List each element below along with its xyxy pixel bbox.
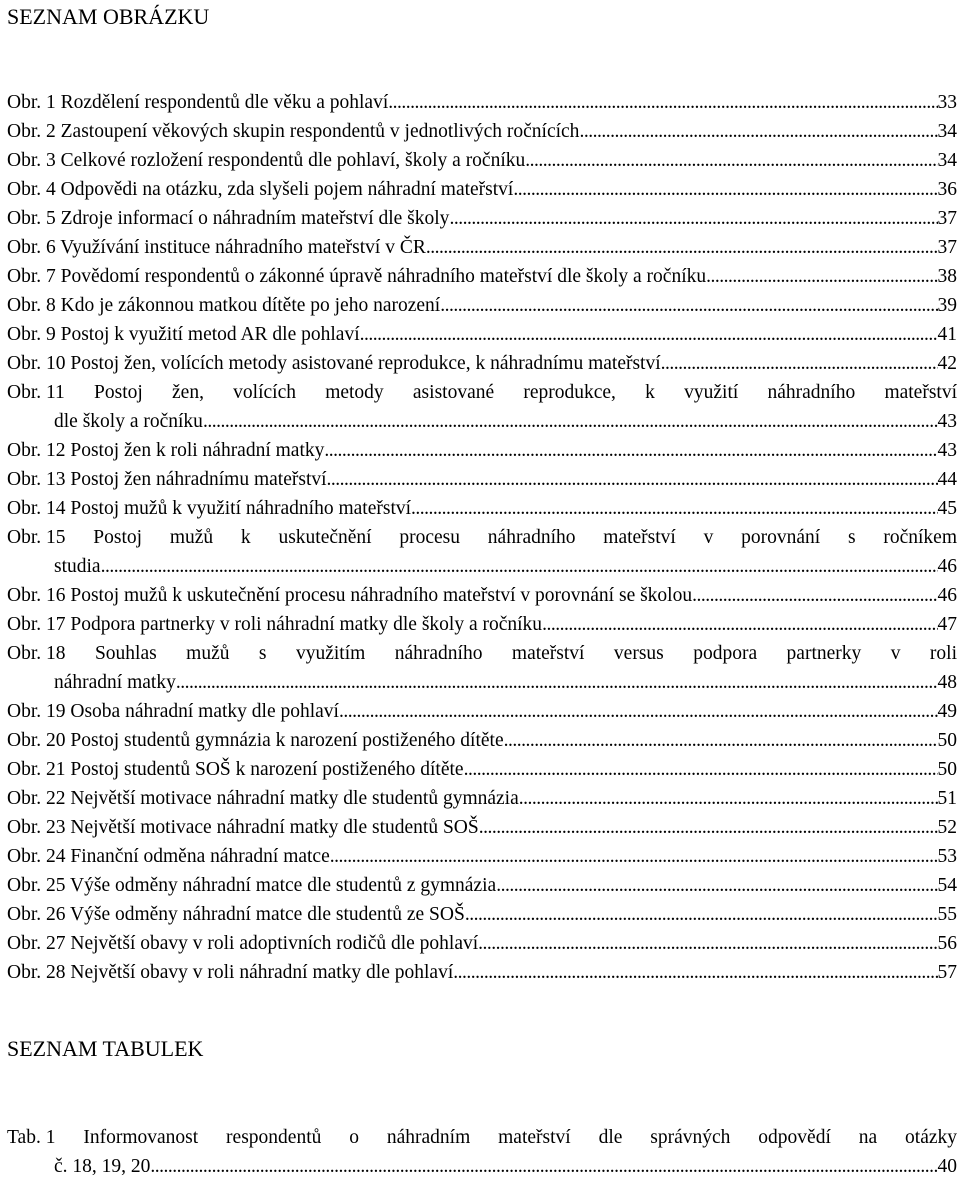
page-number: 50 xyxy=(937,730,957,751)
dot-leader xyxy=(504,726,938,755)
dot-leader xyxy=(479,813,938,842)
figures-list-heading: SEZNAM OBRÁZKU xyxy=(7,4,210,29)
figure-title xyxy=(7,755,464,784)
dot-leader xyxy=(411,494,937,523)
figure-entry-line xyxy=(7,610,957,639)
figure-entry[interactable] xyxy=(7,175,957,204)
figure-label: Obr. 16 xyxy=(7,585,66,606)
figure-label: Obr. 1 xyxy=(7,92,56,113)
figure-entry-line xyxy=(7,117,957,146)
figure-title-text: Postoj mužů k využití náhradního mateřství xyxy=(70,498,412,519)
figure-entry-line xyxy=(7,813,957,842)
page-number: 37 xyxy=(937,208,957,229)
figure-label: Obr. 27 xyxy=(7,933,66,954)
figure-entry-line xyxy=(7,233,957,262)
figure-title xyxy=(7,958,453,987)
page-number: 49 xyxy=(937,701,957,722)
figure-label: Obr. 26 xyxy=(7,904,66,925)
figure-title-text: Postoj žen k roli náhradní matky xyxy=(70,440,325,461)
figure-entry[interactable] xyxy=(7,871,957,900)
figure-title-text: Povědomí respondentů o zákonné úpravě náhradního mateřství dle školy a ročníku xyxy=(60,266,707,287)
figure-label: Obr. 25 xyxy=(7,875,66,896)
figure-title-text: Největší obavy v roli náhradní matky dle pohlaví xyxy=(70,962,454,983)
figure-entry[interactable] xyxy=(7,523,957,581)
figure-entry[interactable] xyxy=(7,900,957,929)
page-number: 43 xyxy=(937,440,957,461)
dot-leader xyxy=(464,755,938,784)
figure-entry-line xyxy=(7,349,957,378)
figure-entry-line xyxy=(7,494,957,523)
page-number: 44 xyxy=(937,469,957,490)
figure-entry[interactable] xyxy=(7,813,957,842)
figure-entry-line xyxy=(7,726,957,755)
figure-entry[interactable] xyxy=(7,88,957,117)
figure-entry[interactable] xyxy=(7,726,957,755)
figure-label: Obr. 28 xyxy=(7,962,66,983)
figure-title xyxy=(7,465,327,494)
dot-leader xyxy=(579,117,937,146)
figure-title xyxy=(7,175,513,204)
page-number: 33 xyxy=(937,92,957,113)
figure-title-text: Postoj studentů SOŠ k narození postiženého dítěte xyxy=(70,759,464,780)
figure-entry-line xyxy=(7,958,957,987)
figure-entry-last-line xyxy=(7,552,957,581)
figure-title-text: Největší motivace náhradní matky dle studentů SOŠ xyxy=(70,817,479,838)
page-number: 38 xyxy=(937,266,957,287)
figure-entry-line xyxy=(7,900,957,929)
figure-entry-first-line xyxy=(7,639,957,668)
figure-title-end: dle školy a ročníku xyxy=(54,411,203,432)
figure-label: Obr. 6 xyxy=(7,237,56,258)
dot-leader xyxy=(692,581,937,610)
figure-title-text: Zdroje informací o náhradním mateřství dle školy xyxy=(60,208,450,229)
figure-title xyxy=(7,494,411,523)
figure-title-text: Podpora partnerky v roli náhradní matky dle školy a ročníku xyxy=(70,614,543,635)
figure-title xyxy=(7,204,449,233)
figure-title xyxy=(7,291,440,320)
figure-title-text: Celkové rozložení respondentů dle pohlaví, školy a ročníku xyxy=(60,150,526,171)
figure-label: Obr. 17 xyxy=(7,614,66,635)
figure-label: Obr. 14 xyxy=(7,498,66,519)
figure-label: Obr. 13 xyxy=(7,469,66,490)
figure-entry[interactable] xyxy=(7,436,957,465)
dot-leader xyxy=(339,697,938,726)
figure-label: Obr. 22 xyxy=(7,788,66,809)
dot-leader xyxy=(542,610,937,639)
figure-title-end: studia xyxy=(54,556,101,577)
figure-entry[interactable] xyxy=(7,233,957,262)
figure-title-text: Odpovědi na otázku, zda slyšeli pojem náhradní mateřství xyxy=(60,179,514,200)
figure-title xyxy=(7,726,504,755)
page-number: 47 xyxy=(937,614,957,635)
figure-entry-line xyxy=(7,146,957,175)
page-number: 46 xyxy=(937,556,957,577)
figure-title-text: Postoj k využití metod AR dle pohlaví xyxy=(60,324,360,345)
page-number: 57 xyxy=(937,962,957,983)
dot-leader xyxy=(360,320,938,349)
figure-title xyxy=(7,929,478,958)
page-number: 46 xyxy=(937,585,957,606)
figure-label: Obr. 9 xyxy=(7,324,56,345)
figure-label: Obr. 8 xyxy=(7,295,56,316)
table-entry[interactable] xyxy=(7,1123,957,1181)
tables-list-heading: SEZNAM TABULEK xyxy=(7,1036,204,1061)
figure-entry[interactable] xyxy=(7,320,957,349)
dot-leader xyxy=(440,291,937,320)
figure-entry[interactable] xyxy=(7,639,957,697)
figure-title-text: Postoj žen náhradnímu mateřství xyxy=(70,469,327,490)
page-number: 55 xyxy=(937,904,957,925)
figure-title xyxy=(7,436,324,465)
figure-title xyxy=(7,784,519,813)
figure-entry[interactable] xyxy=(7,581,957,610)
dot-leader xyxy=(150,1152,937,1181)
figure-label: Obr. 7 xyxy=(7,266,56,287)
dot-leader xyxy=(513,175,937,204)
tables-list xyxy=(7,1123,957,1181)
figure-title xyxy=(7,262,706,291)
figure-entry-last-line xyxy=(7,407,957,436)
figure-title xyxy=(7,117,579,146)
dot-leader xyxy=(478,929,937,958)
dot-leader xyxy=(519,784,938,813)
figure-entry[interactable] xyxy=(7,929,957,958)
dot-leader xyxy=(324,436,937,465)
figure-entry[interactable] xyxy=(7,146,957,175)
page-number: 50 xyxy=(937,759,957,780)
figures-list xyxy=(7,88,957,987)
figure-entry-line xyxy=(7,842,957,871)
page-number: 40 xyxy=(937,1156,957,1177)
page-number: 53 xyxy=(937,846,957,867)
figure-entry[interactable] xyxy=(7,204,957,233)
figure-label: Obr. 10 xyxy=(7,353,66,374)
figure-label: Obr. 23 xyxy=(7,817,66,838)
figure-title-text: Finanční odměna náhradní matce xyxy=(70,846,330,867)
figure-title-text: Výše odměny náhradní matce dle studentů ze SOŠ xyxy=(70,904,465,925)
figure-title-text: Zastoupení věkových skupin respondentů v jednotlivých ročnících xyxy=(60,121,580,142)
figure-entry-first-line xyxy=(7,523,957,552)
figure-entry[interactable] xyxy=(7,494,957,523)
page-number: 36 xyxy=(937,179,957,200)
dot-leader xyxy=(327,465,938,494)
table-entry-first-line xyxy=(7,1123,957,1152)
figure-entry-line xyxy=(7,175,957,204)
figure-entry-line xyxy=(7,88,957,117)
figure-entry[interactable] xyxy=(7,697,957,726)
page-number: 43 xyxy=(937,411,957,432)
dot-leader xyxy=(706,262,937,291)
figure-entry-line xyxy=(7,581,957,610)
page-number: 39 xyxy=(937,295,957,316)
page-number: 51 xyxy=(937,788,957,809)
page-number: 56 xyxy=(937,933,957,954)
table-entry-last-line xyxy=(7,1152,957,1181)
figure-label: Obr. 20 xyxy=(7,730,66,751)
figure-title xyxy=(7,900,465,929)
dot-leader xyxy=(388,88,937,117)
figure-title-text: Postoj žen, volících metody asistované reprodukce, k náhradnímu mateřství xyxy=(70,353,661,374)
figure-title-text: Kdo je zákonnou matkou dítěte po jeho narození xyxy=(60,295,441,316)
page-number: 42 xyxy=(937,353,957,374)
dot-leader xyxy=(330,842,938,871)
figure-entry-line xyxy=(7,755,957,784)
figure-entry-line xyxy=(7,320,957,349)
page-number: 34 xyxy=(937,121,957,142)
figure-entry-first-line xyxy=(7,378,957,407)
figure-entry-line xyxy=(7,204,957,233)
figure-label: Obr. 24 xyxy=(7,846,66,867)
figure-title xyxy=(7,233,426,262)
table-title-part: Informovanost respondentů o náhradním mateřství dle správných odpovědí na otázky xyxy=(83,1127,958,1148)
figure-title xyxy=(7,349,661,378)
figure-entry[interactable] xyxy=(7,610,957,639)
dot-leader xyxy=(465,900,938,929)
figure-title-text: Postoj studentů gymnázia k narození postiženého dítěte xyxy=(70,730,504,751)
dot-leader xyxy=(496,871,937,900)
dot-leader xyxy=(525,146,937,175)
figure-title-text: Největší obavy v roli adoptivních rodičů dle pohlaví xyxy=(70,933,479,954)
figure-entry-line xyxy=(7,436,957,465)
figure-title-part: Souhlas mužů s využitím náhradního mateřství versus podpora partnerky v roli xyxy=(94,643,957,664)
figure-title-part: Postoj žen, volících metody asistované reprodukce, k využití náhradního mateřství xyxy=(94,382,958,403)
figure-title-part: Postoj mužů k uskutečnění procesu náhradního mateřství v porovnání s ročníkem xyxy=(93,527,958,548)
dot-leader xyxy=(203,407,938,436)
page-number: 48 xyxy=(937,672,957,693)
figure-title-text: Využívání instituce náhradního mateřství v ČR xyxy=(60,237,426,258)
figure-title-text: Osoba náhradní matky dle pohlaví xyxy=(70,701,339,722)
figure-entry[interactable] xyxy=(7,291,957,320)
figure-entry-line xyxy=(7,697,957,726)
figure-title-text: Postoj mužů k uskutečnění procesu náhradního mateřství v porovnání se školou xyxy=(70,585,693,606)
figure-title-text: Výše odměny náhradní matce dle studentů z gymnázia xyxy=(70,875,497,896)
figure-title-text: Největší motivace náhradní matky dle studentů gymnázia xyxy=(70,788,519,809)
figure-title xyxy=(7,88,388,117)
dot-leader xyxy=(176,668,938,697)
dot-leader xyxy=(449,204,937,233)
figure-title xyxy=(7,581,692,610)
figure-entry[interactable] xyxy=(7,262,957,291)
figure-title xyxy=(7,320,360,349)
figure-title-text: Rozdělení respondentů dle věku a pohlaví xyxy=(60,92,389,113)
figure-title xyxy=(7,813,479,842)
figure-entry[interactable] xyxy=(7,784,957,813)
figure-entry[interactable] xyxy=(7,378,957,436)
figure-label: Obr. 18 xyxy=(7,643,66,664)
figure-label: Obr. 12 xyxy=(7,440,66,461)
page-number: 41 xyxy=(937,324,957,345)
figure-label: Obr. 11 xyxy=(7,382,65,403)
page-number: 52 xyxy=(937,817,957,838)
figure-entry[interactable] xyxy=(7,465,957,494)
figure-title xyxy=(7,146,525,175)
figure-entry-line xyxy=(7,262,957,291)
page-number: 54 xyxy=(937,875,957,896)
page-number: 45 xyxy=(937,498,957,519)
figure-entry[interactable] xyxy=(7,842,957,871)
figure-title xyxy=(7,842,330,871)
figure-entry[interactable] xyxy=(7,958,957,987)
figure-entry[interactable] xyxy=(7,755,957,784)
figure-entry-line xyxy=(7,291,957,320)
figure-label: Obr. 2 xyxy=(7,121,56,142)
figure-label: Obr. 15 xyxy=(7,527,66,548)
page-number: 37 xyxy=(937,237,957,258)
figure-entry-last-line xyxy=(7,668,957,697)
dot-leader xyxy=(101,552,938,581)
figure-entry[interactable] xyxy=(7,349,957,378)
figure-title xyxy=(7,610,542,639)
dot-leader xyxy=(661,349,938,378)
figure-title xyxy=(7,871,496,900)
figure-label: Obr. 3 xyxy=(7,150,56,171)
figure-label: Obr. 4 xyxy=(7,179,56,200)
dot-leader xyxy=(453,958,937,987)
figure-entry-line xyxy=(7,465,957,494)
figure-label: Obr. 19 xyxy=(7,701,66,722)
dot-leader xyxy=(426,233,938,262)
table-label: Tab. 1 xyxy=(7,1127,56,1148)
figure-entry-line xyxy=(7,929,957,958)
figure-label: Obr. 21 xyxy=(7,759,66,780)
table-title-end: č. 18, 19, 20 xyxy=(54,1156,151,1177)
figure-entry-line xyxy=(7,871,957,900)
figure-title-end: náhradní matky xyxy=(54,672,176,693)
figure-label: Obr. 5 xyxy=(7,208,56,229)
figure-title xyxy=(7,697,339,726)
page-number: 34 xyxy=(937,150,957,171)
figure-entry[interactable] xyxy=(7,117,957,146)
figure-entry-line xyxy=(7,784,957,813)
